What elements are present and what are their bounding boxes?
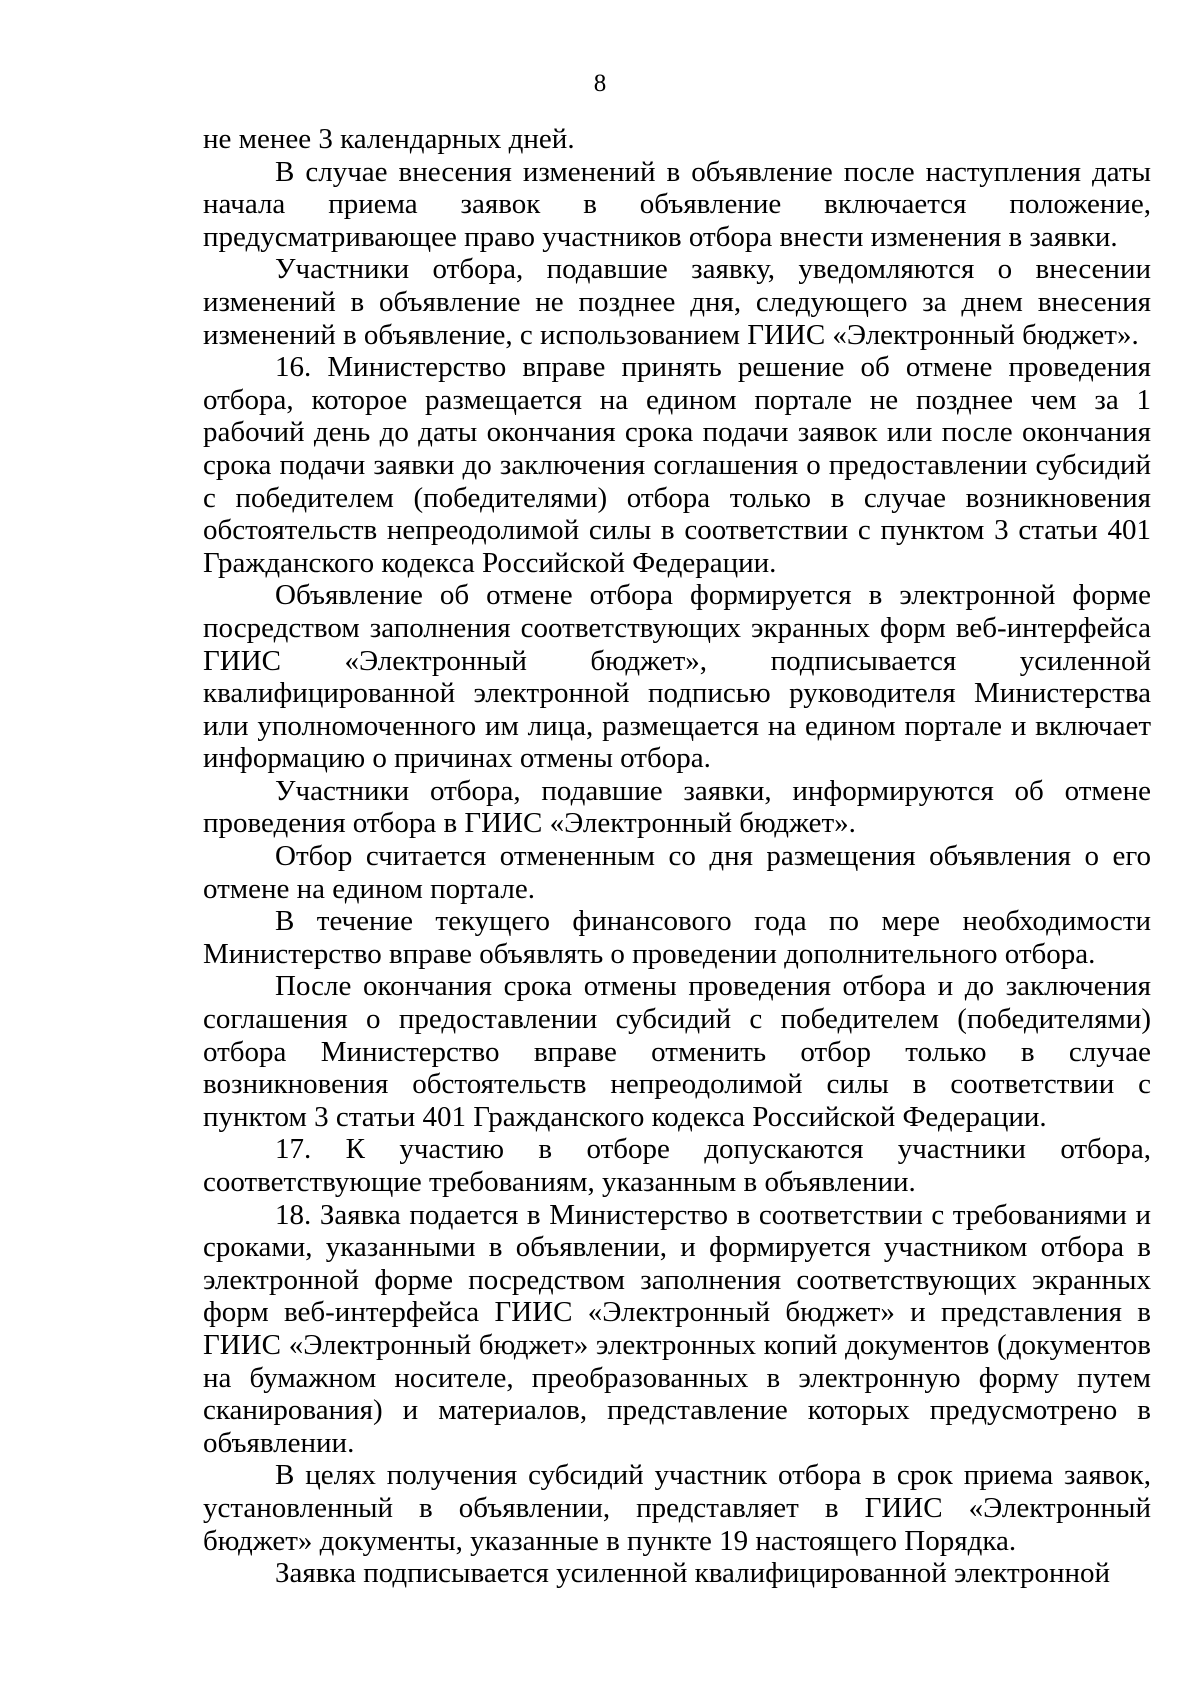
paragraph: В случае внесения изменений в объявление после наступления даты начала приема заявок в объявление включается положение, предусматривающее право участников отбора внести изменения в заявки.: [203, 155, 1151, 253]
paragraph: В целях получения субсидий участник отбора в срок приема заявок, установленный в объявлении, представляет в ГИИС «Электронный бюджет» документы, указанные в пункте 19 настоящего Порядка.: [203, 1459, 1151, 1557]
paragraph-item-17: 17. К участию в отборе допускаются участники отбора, соответствующие требованиям, указанным в объявлении.: [203, 1133, 1151, 1198]
paragraph: Объявление об отмене отбора формируется в электронной форме посредством заполнения соответствующих экранных форм веб-интерфейса ГИИС «Электронный бюджет», подписывается усиленной квалифицированной электронной подписью руководителя Министерства или уполномоченного им лица, размещается на едином портале и включает информацию о причинах отмены отбора.: [203, 579, 1151, 775]
paragraph: Отбор считается отмененным со дня размещения объявления о его отмене на едином портале.: [203, 840, 1151, 905]
paragraph: Заявка подписывается усиленной квалифицированной электронной: [275, 1557, 1111, 1590]
page-number: 8: [593, 70, 607, 97]
paragraph: После окончания срока отмены проведения отбора и до заключения соглашения о предоставлении субсидий с победителем (победителями) отбора Министерство вправе отменить отбор только в случае возникновения обстоятельств непреодолимой силы в соответствии с пунктом 3 статьи 401 Гражданского кодекса Российской Федерации.: [203, 970, 1151, 1133]
paragraph-item-18: 18. Заявка подается в Министерство в соответствии с требованиями и сроками, указанными в объявлении, и формируется участником отбора в электронной форме посредством заполнения соответствующих экранных форм веб-интерфейса ГИИС «Электронный бюджет» и представления в ГИИС «Электронный бюджет» электронных копий документов (документов на бумажном носителе, преобразованных в электронную форму путем сканирования) и материалов, представление которых предусмотрено в объявлении.: [203, 1198, 1151, 1459]
document-body: [203, 123, 1151, 1590]
paragraph: Участники отбора, подавшие заявки, информируются об отмене проведения отбора в ГИИС «Электронный бюджет».: [203, 774, 1151, 840]
paragraph-continuation: не менее 3 календарных дней.: [203, 123, 575, 155]
paragraph: Участники отбора, подавшие заявку, уведомляются о внесении изменений в объявление не позднее дня, следующего за днем внесения изменений в объявление, с использованием ГИИС «Электронный бюджет».: [203, 253, 1151, 351]
paragraph: В течение текущего финансового года по мере необходимости Министерство вправе объявлять о проведении дополнительного отбора.: [203, 905, 1151, 970]
paragraph-item-16: 16. Министерство вправе принять решение об отмене проведения отбора, которое размещается на едином портале не позднее чем за 1 рабочий день до даты окончания срока подачи заявок или после окончания срока подачи заявки до заключения соглашения о предоставлении субсидий с победителем (победителями) отбора только в случае возникновения обстоятельств непреодолимой силы в соответствии с пунктом 3 статьи 401 Гражданского кодекса Российской Федерации.: [203, 351, 1151, 579]
